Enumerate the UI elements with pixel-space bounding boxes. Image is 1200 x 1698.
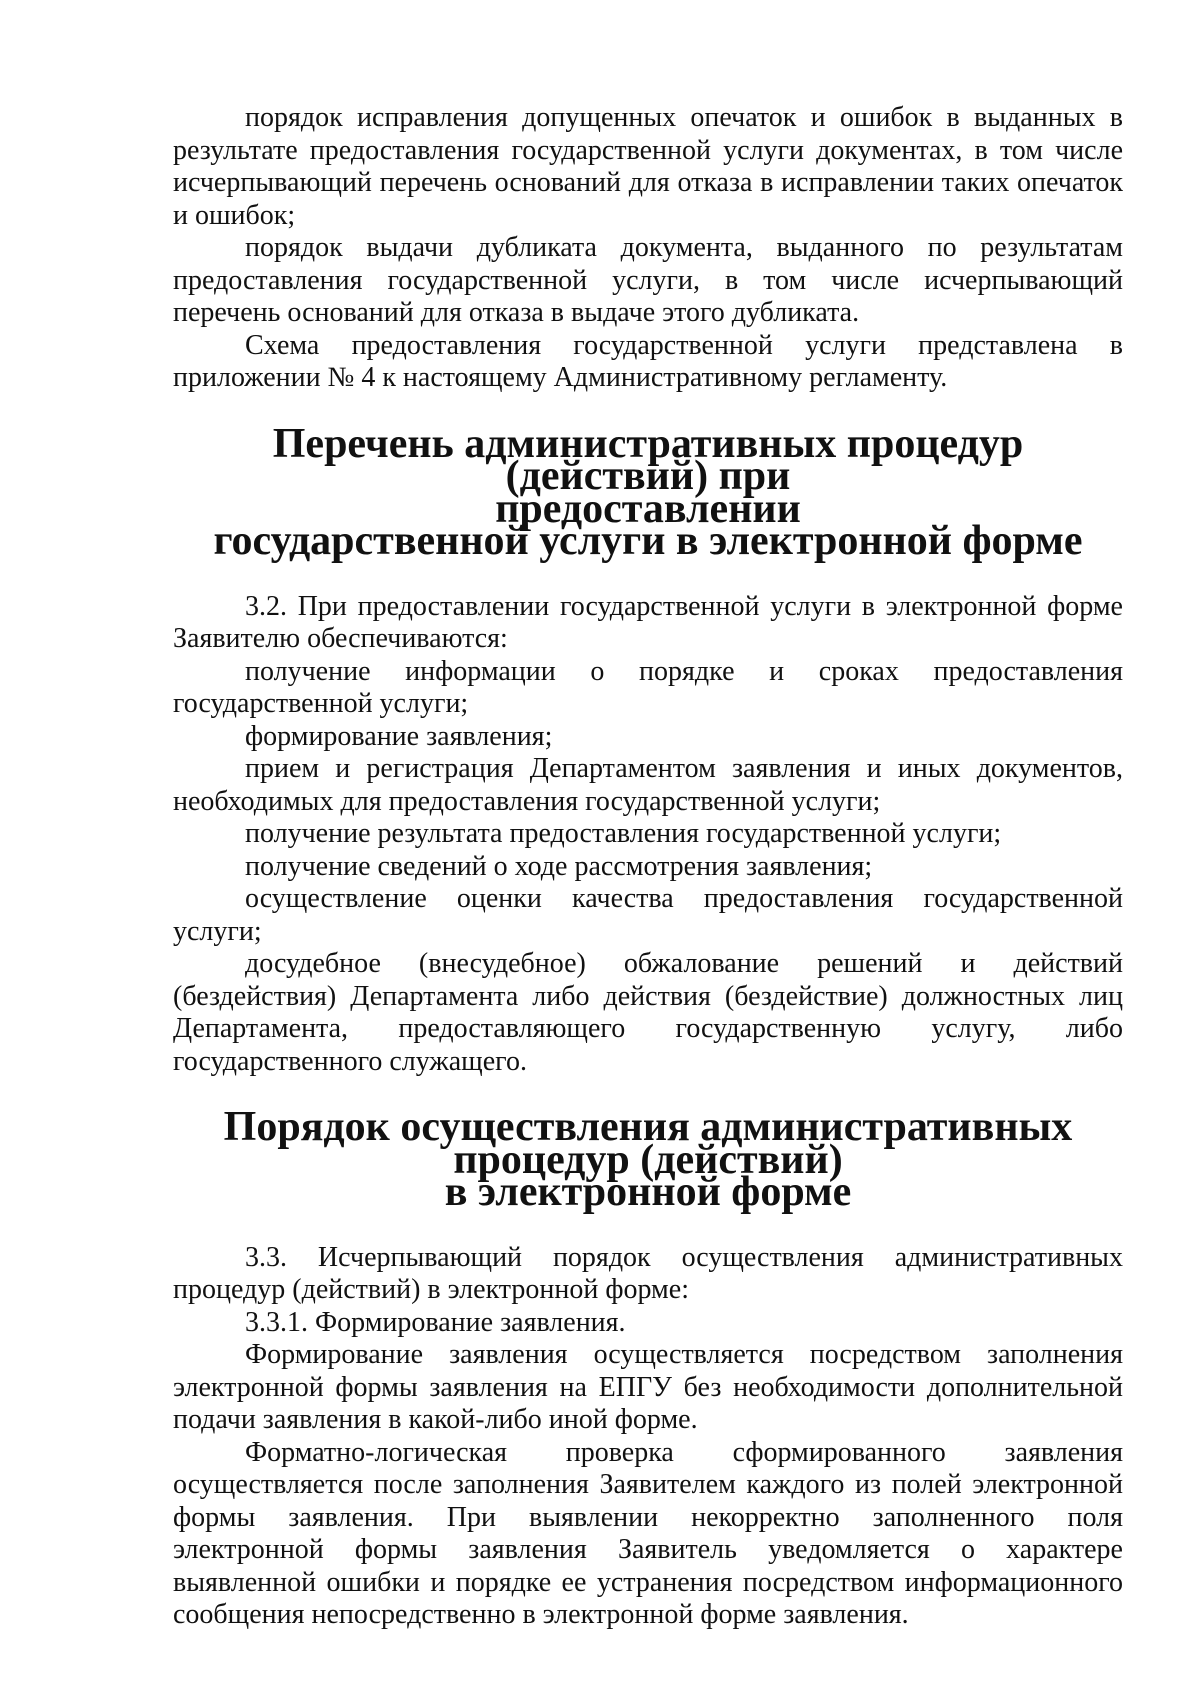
paragraph-duplicate-procedure: порядок выдачи дубликата документа, выданного по результатам предоставления государственной услуги, в том числе исчерпывающий перечень оснований для отказа в выдаче этого дубликата. — [173, 232, 1123, 328]
list-item-status-info: получение сведений о ходе рассмотрения заявления; — [245, 850, 873, 882]
list-item-information: получение информации о порядке и сроках предоставления государственной услуги; — [173, 655, 1123, 719]
paragraph-3-2: 3.2. При предоставлении государственной услуги в электронной форме Заявителю обеспечиваются: — [173, 590, 1123, 654]
heading-line: в электронной форме — [444, 1169, 852, 1215]
heading-line: Порядок осуществления административных процедур (действий) — [223, 1104, 1073, 1183]
list-item-quality-assessment: осуществление оценки качества предоставления государственной услуги; — [173, 883, 1123, 947]
paragraph-3-3: 3.3. Исчерпывающий порядок осуществления административных процедур (действий) в электронной форме: — [173, 1241, 1123, 1305]
paragraph-application-forming: Формирование заявления осуществляется посредством заполнения электронной формы заявления на ЕПГУ без необходимости дополнительной подачи заявления в какой-либо иной форме. — [173, 1339, 1123, 1435]
list-item-registration: прием и регистрация Департаментом заявления и иных документов, необходимых для предоставления государственной услуги; — [173, 753, 1123, 817]
heading-administrative-procedures-list — [173, 420, 1123, 564]
list-item-appeal: досудебное (внесудебное) обжалование решений и действий (бездействия) Департамента либо действия (бездействие) должностных лиц Департамента, предоставляющего государственную услугу, либо государственного служащего. — [173, 948, 1123, 1077]
heading-electronic-procedures-order — [173, 1104, 1123, 1215]
list-item-application-forming: формирование заявления; — [245, 720, 553, 752]
list-item-result: получение результата предоставления государственной услуги; — [245, 818, 1002, 849]
paragraph-3-3-1: 3.3.1. Формирование заявления. — [245, 1306, 626, 1338]
paragraph-service-scheme: Схема предоставления государственной услуги представлена в приложении № 4 к настоящему Административному регламенту. — [173, 329, 1123, 393]
paragraph-correction-procedure: порядок исправления допущенных опечаток и ошибок в выданных в результате предоставления государственной услуги документах, в том числе исчерпывающий перечень оснований для отказа в исправлении таких опечаток и ошибок; — [173, 102, 1123, 231]
paragraph-format-check: Форматно-логическая проверка сформированного заявления осуществляется после заполнения Заявителем каждого из полей электронной формы заявления. При выявлении некорректно заполненного поля электронной формы заявления Заявитель уведомляется о характере выявленной ошибки и порядке ее устранения посредством информационного сообщения непосредственно в электронной форме заявления. — [173, 1436, 1123, 1630]
heading-line: государственной услуги в электронной форме — [213, 518, 1083, 564]
heading-line: предоставлении — [495, 485, 801, 532]
heading-line: Перечень административных процедур (действий) при — [272, 420, 1024, 499]
document-page — [173, 102, 1123, 1632]
